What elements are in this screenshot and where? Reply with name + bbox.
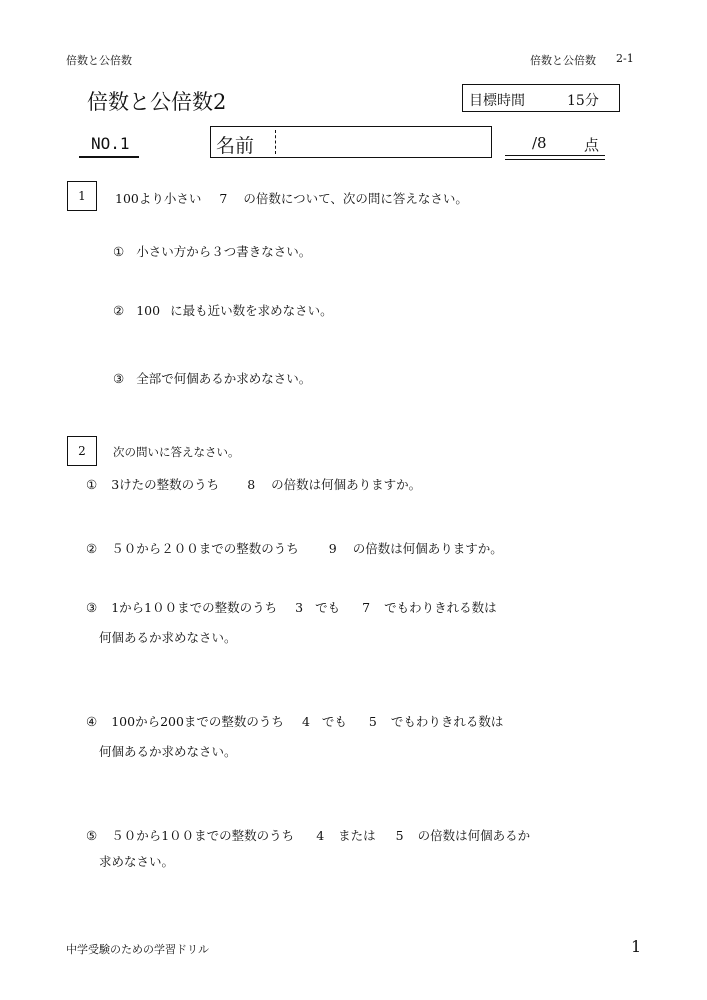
section-1-item-2 <box>113 301 333 319</box>
section-2-item-1 <box>86 475 421 493</box>
item-mid: でも <box>321 714 347 729</box>
item-n1: 8 <box>247 477 256 492</box>
item-text-b: でもわりきれる数は <box>384 600 497 615</box>
drill-number: NO.1 <box>91 134 130 153</box>
item-marker: ② <box>86 541 98 556</box>
item-text: 小さい方から３つ書きなさい。 <box>136 244 312 259</box>
page-title: 倍数と公倍数2 <box>87 90 227 114</box>
section-2-item-5-line-2: 求めなさい。 <box>99 854 175 869</box>
score-double-underline <box>505 155 605 160</box>
item-n1: 3 <box>295 600 304 615</box>
item-text: に最も近い数を求めなさい。 <box>170 303 333 318</box>
name-input-area[interactable] <box>279 130 487 154</box>
section-2-item-5 <box>86 826 530 844</box>
name-divider <box>275 130 276 154</box>
section-2-item-2 <box>86 539 503 557</box>
item-n2: 5 <box>395 828 404 843</box>
section-2-item-3-line-2: 何個あるか求めなさい。 <box>99 630 237 645</box>
header-left-title: 倍数と公倍数 <box>66 54 132 67</box>
target-time-value: 15分 <box>567 93 599 109</box>
prompt-limit: 100 <box>115 191 139 206</box>
item-text-b: の倍数は何個ありますか。 <box>271 477 422 492</box>
item-marker: ① <box>113 244 125 259</box>
section-1-item-1 <box>113 242 311 260</box>
section-2-prompt: 次の問いに答えなさい。 <box>113 445 240 459</box>
item-n2: 7 <box>362 600 371 615</box>
item-marker: ③ <box>86 600 98 615</box>
item-mid: でも <box>315 600 341 615</box>
item-text-a: 1から1００までの整数のうち <box>111 600 278 615</box>
item-text-a: ５０から1００までの整数のうち <box>111 828 295 843</box>
item-text-b: でもわりきれる数は <box>390 714 504 729</box>
item-n1: 9 <box>328 541 337 556</box>
item-n1: 4 <box>316 828 325 843</box>
score-total: /8 <box>532 134 547 152</box>
item-number: 100 <box>136 303 161 318</box>
section-2-item-4-line-2: 何個あるか求めなさい。 <box>99 744 237 759</box>
item-marker: ⑤ <box>86 828 98 843</box>
section-1-prompt <box>115 189 468 207</box>
page-number: 1 <box>631 937 642 956</box>
item-text-b: の倍数は何個あるか <box>417 828 531 843</box>
item-mid: または <box>338 828 376 843</box>
item-n1: 4 <box>301 714 310 729</box>
item-text-b: の倍数は何個ありますか。 <box>352 541 503 556</box>
section-2-item-4 <box>86 712 503 730</box>
name-label: 名前 <box>216 135 255 157</box>
number-underline <box>79 156 139 158</box>
score-unit: 点 <box>584 136 600 154</box>
header-page-code: 2-1 <box>616 52 634 65</box>
item-text: 全部で何個あるか求めなさい。 <box>136 371 312 386</box>
section-1-number-box: 1 <box>67 181 97 211</box>
header-right-title: 倍数と公倍数 <box>530 54 596 67</box>
item-n2: 5 <box>368 714 377 729</box>
prompt-part2: の倍数について、次の問に答えなさい。 <box>243 191 468 206</box>
target-time-box <box>462 84 620 112</box>
item-marker: ② <box>113 303 125 318</box>
item-marker: ① <box>86 477 98 492</box>
section-2-number-box: 2 <box>67 436 97 466</box>
section-2-item-3 <box>86 598 497 616</box>
prompt-part1: より小さい <box>138 191 202 206</box>
prompt-n: 7 <box>219 191 228 206</box>
footer-text: 中学受験のための学習ドリル <box>66 943 209 956</box>
section-1-item-3 <box>113 369 311 387</box>
item-marker: ④ <box>86 714 98 729</box>
target-time-label: 目標時間 <box>469 93 525 109</box>
item-text-a: 3けたの整数のうち <box>111 477 220 492</box>
item-text-a: 100から200までの整数のうち <box>111 714 284 729</box>
item-text-a: ５０から２００までの整数のうち <box>111 541 299 556</box>
item-marker: ③ <box>113 371 125 386</box>
